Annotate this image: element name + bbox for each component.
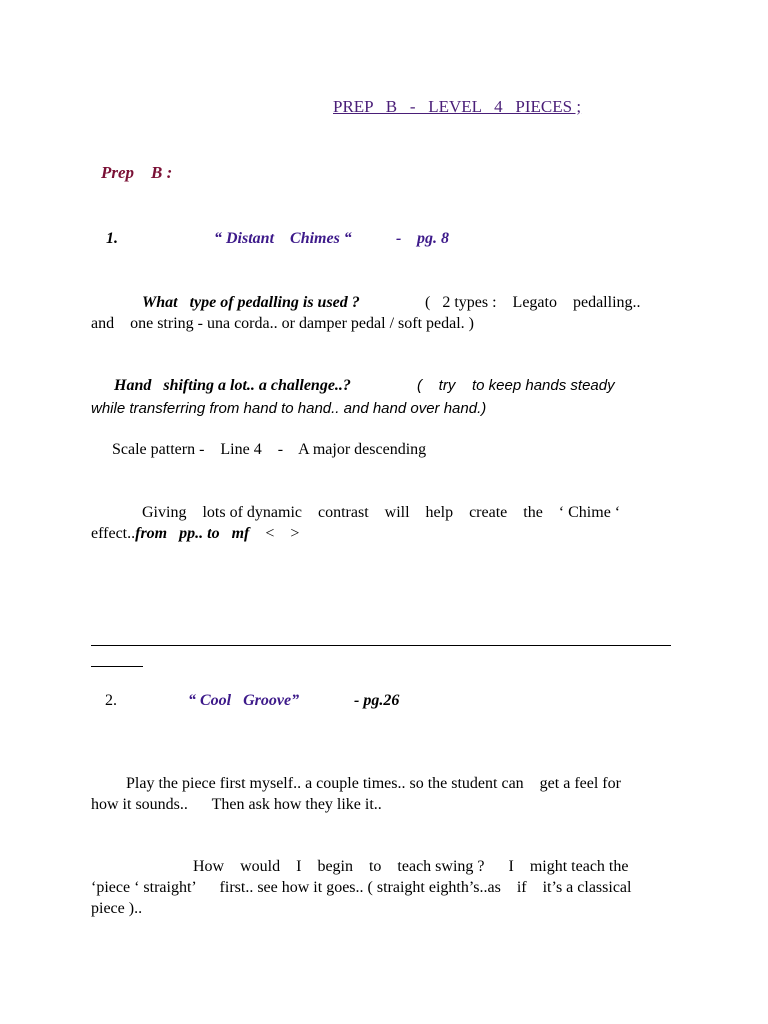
piece-2-number: 2. (105, 692, 117, 709)
dynamics-hairpin-text: < > (265, 525, 300, 542)
dynamics-note-line-2 (91, 523, 299, 544)
piece-1-separator: - (396, 230, 402, 247)
practice-note-line-1: Play the piece first myself.. a couple times.. so the student can get a feel for (126, 775, 621, 792)
page-title: PREP B - LEVEL 4 PIECES ; (333, 97, 582, 116)
answer-hand-shifting-line-1: ( try to keep hands steady (417, 377, 615, 394)
swing-note-line-3: piece ).. (91, 900, 143, 917)
answer-pedalling-line-2: and one string - una corda.. or damper pedal / soft pedal. ) (91, 315, 474, 332)
section-divider-line-2 (91, 666, 143, 667)
scale-pattern-note: Scale pattern - Line 4 - A major descending (112, 441, 427, 458)
section-heading: Prep B : (101, 163, 173, 182)
swing-note-line-2: ‘piece ‘ straight’ first.. see how it goes.. ( straight eighth’s..as if it’s a classical (91, 879, 632, 896)
swing-note-line-1: How would I begin to teach swing ? I might teach the (193, 858, 629, 875)
piece-2-page: - pg.26 (354, 692, 400, 709)
dynamics-range-text: from pp.. to mf (135, 525, 250, 542)
practice-note-line-2: how it sounds.. Then ask how they like it.. (91, 796, 382, 813)
piece-1-title: “ Distant Chimes “ (214, 230, 352, 247)
piece-2-title: “ Cool Groove” (188, 692, 300, 709)
question-hand-shifting: Hand shifting a lot.. a challenge..? (114, 377, 351, 394)
dynamics-note-line-1: Giving lots of dynamic contrast will help create the ‘ Chime ‘ (142, 504, 621, 521)
dynamics-effect-text: effect.. (91, 525, 136, 542)
question-pedalling: What type of pedalling is used ? (142, 294, 360, 311)
answer-pedalling-line-1: ( 2 types : Legato pedalling.. (425, 294, 641, 311)
piece-1-page: pg. 8 (417, 230, 449, 247)
section-divider-line-1 (91, 645, 671, 646)
piece-1-number: 1. (106, 230, 118, 247)
answer-hand-shifting-line-2: while transferring from hand to hand.. and hand over hand.) (91, 400, 487, 417)
